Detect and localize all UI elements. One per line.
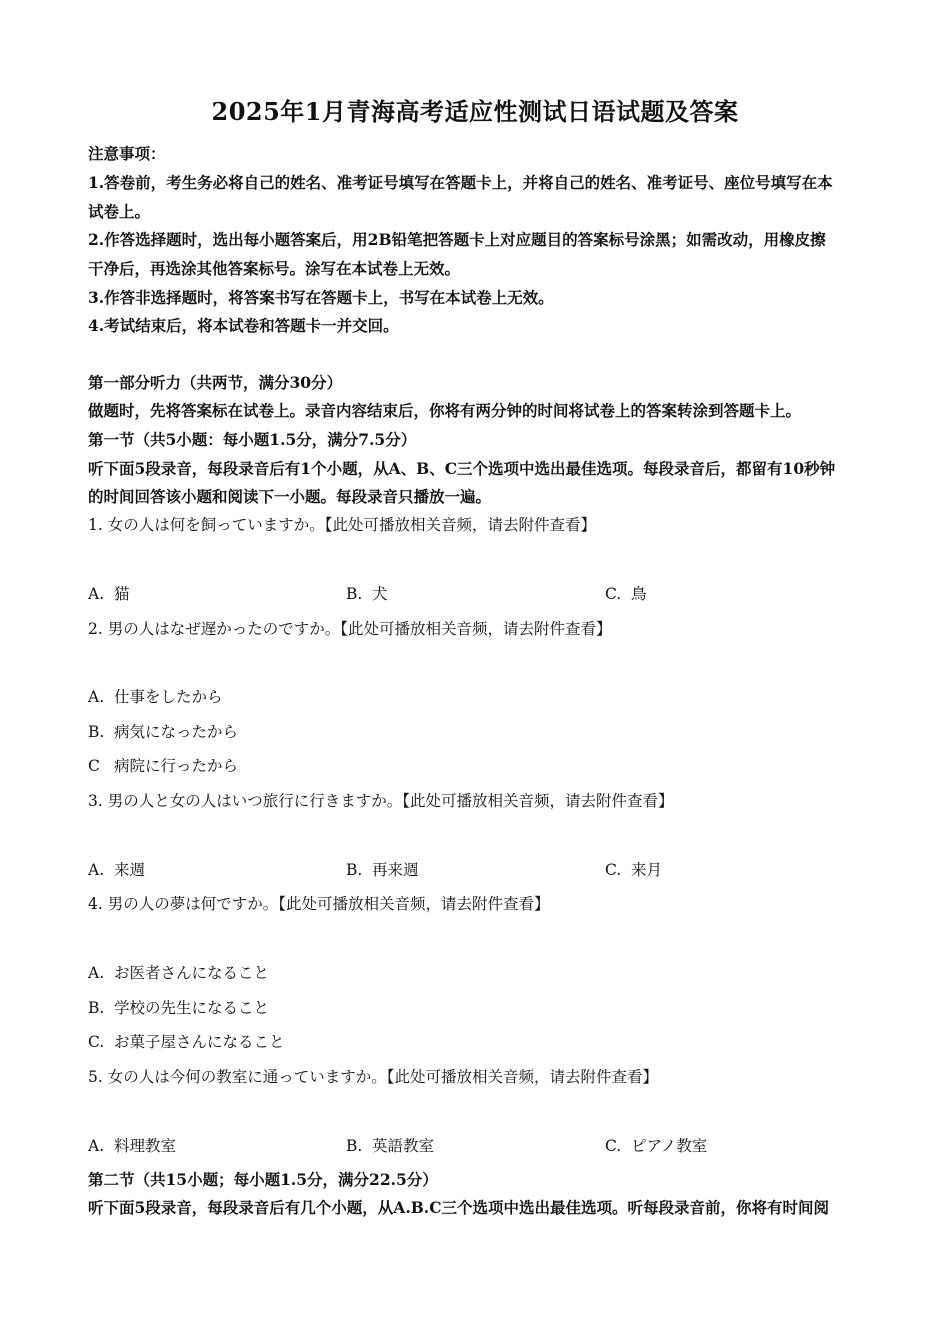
q1-option-c: C. 鳥 xyxy=(605,585,647,603)
notes-heading: 注意事项： xyxy=(88,144,166,163)
q2-option-c: C 病院に行ったから xyxy=(88,757,239,775)
q5-option-c: C. ピアノ教室 xyxy=(605,1137,708,1155)
q2-option-b: B. 病気になったから xyxy=(88,723,239,741)
part1-instruction: 做题时，先将答案标在试卷上。录音内容结束后，你将有两分钟的时间将试卷上的答案转涂到答题卡上。 xyxy=(88,401,802,420)
question-3: 3. 男の人と女の人はいつ旅行に行きますか。【此处可播放相关音频，请去附件查看】 xyxy=(88,792,674,810)
q4-option-a: A. お医者さんになること xyxy=(88,964,270,982)
q1-option-b: B. 犬 xyxy=(346,585,388,603)
section2-intro: 听下面5段录音，每段录音后有几个小题，从A.B.C三个选项中选出最佳选项。听每段录音前，你将有时间阅 xyxy=(88,1198,830,1217)
question-5: 5. 女の人は今何の教室に通っていますか。【此处可播放相关音频，请去附件查看】 xyxy=(88,1068,658,1086)
q2-option-a: A. 仕事をしたから xyxy=(88,688,223,706)
question-4: 4. 男の人の夢は何ですか。【此处可播放相关音频，请去附件查看】 xyxy=(88,895,550,913)
note-2-line-1: 2.作答选择题时，选出每小题答案后，用2B铅笔把答题卡上对应题目的答案标号涂黑；如需改动，用橡皮擦 xyxy=(88,230,826,249)
note-2-line-2: 干净后，再选涂其他答案标号。涂写在本试卷上无效。 xyxy=(88,259,461,278)
document-title: 2025年1月青海高考适应性测试日语试题及答案 xyxy=(211,97,739,126)
question-1: 1. 女の人は何を飼っていますか。【此处可播放相关音频，请去附件查看】 xyxy=(88,516,596,534)
question-2: 2. 男の人はなぜ遅かったのですか。【此处可播放相关音频，请去附件查看】 xyxy=(88,620,612,638)
q5-option-a: A. 料理教室 xyxy=(88,1137,177,1155)
section2-heading: 第二节（共15小题；每小题1.5分，满分22.5分） xyxy=(88,1170,438,1189)
q5-option-b: B. 英語教室 xyxy=(346,1137,435,1155)
q3-option-a: A. 来週 xyxy=(88,861,146,879)
part1-heading: 第一部分听力（共两节，满分30分） xyxy=(88,373,343,392)
q3-option-c: C. 来月 xyxy=(605,861,663,879)
note-1-line-1: 1.答卷前，考生务必将自己的姓名、准考证号填写在答题卡上，并将自己的姓名、准考证号、座位号填写在本 xyxy=(88,173,833,192)
note-4: 4.考试结束后，将本试卷和答题卡一并交回。 xyxy=(88,316,399,335)
note-1-line-2: 试卷上。 xyxy=(88,202,151,221)
section1-intro-line-1: 听下面5段录音，每段录音后有1个小题，从A、B、C三个选项中选出最佳选项。每段录音后，都留有10秒钟 xyxy=(88,459,836,478)
section1-intro-line-2: 的时间回答该小题和阅读下一小题。每段录音只播放一遍。 xyxy=(88,487,492,506)
note-3: 3.作答非选择题时，将答案书写在答题卡上，书写在本试卷上无效。 xyxy=(88,288,554,307)
q1-option-a: A. 猫 xyxy=(88,585,130,603)
q4-option-b: B. 学校の先生になること xyxy=(88,999,270,1017)
section1-heading: 第一节（共5小题：每小题1.5分，满分7.5分） xyxy=(88,430,417,449)
q3-option-b: B. 再来週 xyxy=(346,861,419,879)
q4-option-c: C. お菓子屋さんになること xyxy=(88,1033,285,1051)
